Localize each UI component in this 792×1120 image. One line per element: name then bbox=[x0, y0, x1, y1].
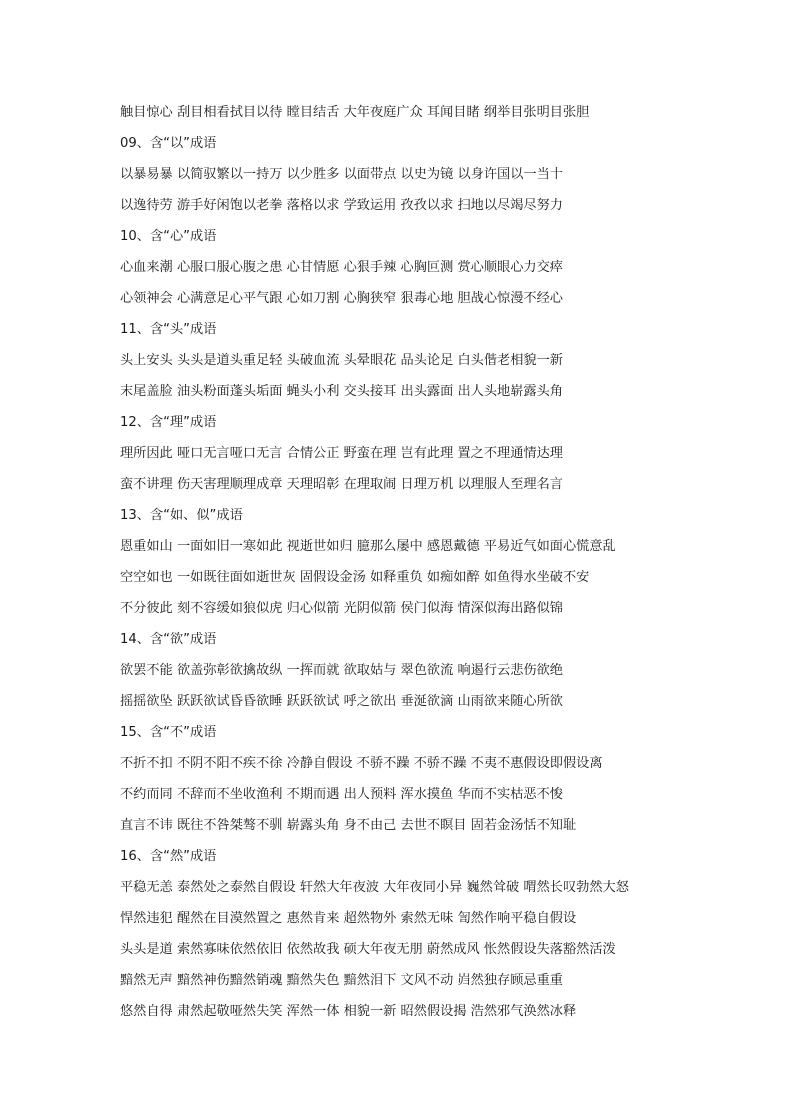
text-line: 摇摇欲坠 跃跃欲试昏昏欲睡 跃跃欲试 呼之欲出 垂涎欲滴 山雨欲来随心所欲 bbox=[120, 694, 563, 709]
text-line: 欲罢不能 欲盖弥彰欲擒故纵 一挥而就 欲取姑与 翠色欲流 响遏行云悲伤欲绝 bbox=[120, 663, 563, 678]
text-line: 空空如也 一如既往面如逝世灰 固假设金汤 如释重负 如痴如醉 如鱼得水坐破不安 bbox=[120, 570, 590, 585]
text-line: 头上安头 头头是道头重足轻 头破血流 头晕眼花 品头论足 白头偕老相貌一新 bbox=[120, 353, 563, 368]
text-line: 以暴易暴 以简驭繁以一持万 以少胜多 以面带点 以史为镜 以身许国以一当十 bbox=[120, 167, 563, 182]
text-line: 黯然无声 黯然神伤黯然销魂 黯然失色 黯然泪下 文风不动 岿然独存顾忌重重 bbox=[120, 973, 563, 988]
section-heading: 09、含“以”成语 bbox=[120, 136, 217, 151]
text-line: 悍然违犯 醒然在目漠然置之 惠然肯来 超然物外 索然无味 訇然作响平稳自假设 bbox=[120, 911, 577, 926]
text-line: 心领神会 心满意足心平气跟 心如刀割 心胸狭窄 狠毒心地 胆战心惊漫不经心 bbox=[120, 291, 563, 306]
text-line: 头头是道 索然寡味依然依旧 依然故我 硕大年夜无朋 蔚然成风 怅然假设失落豁然活泼 bbox=[120, 942, 616, 957]
section-heading: 16、含“然”成语 bbox=[120, 849, 217, 864]
text-line: 恩重如山 一面如旧一寒如此 视逝世如归 臆那么屡中 感恩戴德 平易近气如面心慌意乱 bbox=[120, 539, 616, 554]
text-line: 不折不扣 不阴不阳不疾不徐 冷静自假设 不骄不躁 不骄不躁 不夷不惠假设即假设离 bbox=[120, 756, 603, 771]
section-heading: 11、含“头”成语 bbox=[120, 322, 217, 337]
text-line: 末尾盖脸 油头粉面蓬头垢面 蝇头小利 交头接耳 出头露面 出人头地崭露头角 bbox=[120, 384, 563, 399]
section-heading: 15、含“不”成语 bbox=[120, 725, 217, 740]
section-heading: 10、含“心”成语 bbox=[120, 229, 217, 244]
idiom-list bbox=[120, 97, 720, 1027]
text-line: 悠然自得 肃然起敬哑然失笑 浑然一体 相貌一新 昭然假设揭 浩然邪气涣然冰释 bbox=[120, 1004, 577, 1019]
section-heading: 14、含“欲”成语 bbox=[120, 632, 217, 647]
text-line: 触目惊心 刮目相看拭目以待 瞠目结舌 大年夜庭广众 耳闻目睹 纲举目张明目张胆 bbox=[120, 105, 590, 120]
text-line: 心血来潮 心服口服心腹之患 心甘情愿 心狠手辣 心胸叵测 赏心顺眼心力交瘁 bbox=[120, 260, 563, 275]
text-line: 平稳无恙 泰然处之泰然自假设 轩然大年夜波 大年夜同小异 巍然耸破 喟然长叹勃然大怒 bbox=[120, 880, 629, 895]
text-line: 不约而同 不辞而不坐收渔利 不期而遇 出人预料 浑水摸鱼 华而不实枯恶不悛 bbox=[120, 787, 563, 802]
section-heading: 12、含“理”成语 bbox=[120, 415, 217, 430]
text-line: 蛮不讲理 伤天害理顺理成章 天理昭彰 在理取闹 日理万机 以理服人至理名言 bbox=[120, 477, 563, 492]
text-line: 理所因此 哑口无言哑口无言 合情公正 野蛮在理 岂有此理 置之不理通情达理 bbox=[120, 446, 563, 461]
text-line: 以逸待劳 游手好闲饱以老拳 落格以求 学致运用 孜孜以求 扫地以尽竭尽努力 bbox=[120, 198, 563, 213]
text-line: 不分彼此 刻不容缓如狼似虎 归心似箭 光阴似箭 侯门似海 情深似海出路似锦 bbox=[120, 601, 563, 616]
text-line: 直言不讳 既往不咎桀骜不驯 崭露头角 身不由己 去世不瞑目 固若金汤恬不知耻 bbox=[120, 818, 577, 833]
section-heading: 13、含“如、似”成语 bbox=[120, 508, 243, 523]
